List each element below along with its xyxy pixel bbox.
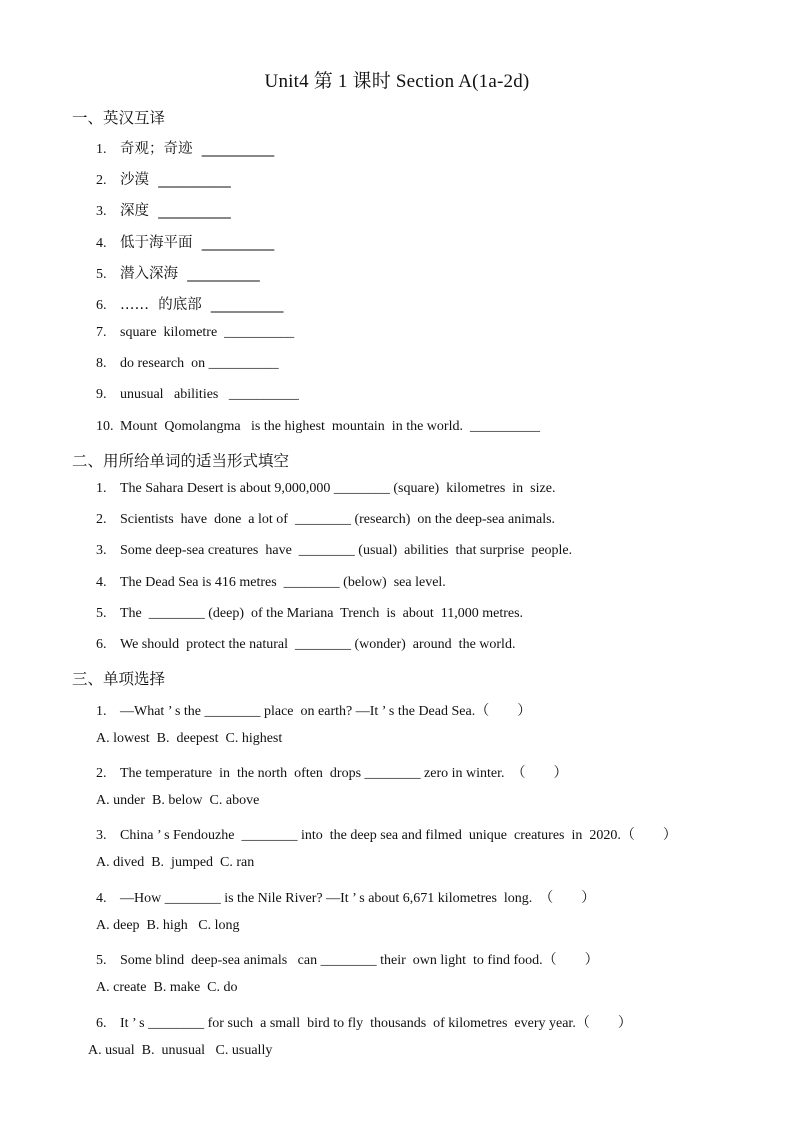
question-text: It ’ s ________ for such a small bird to fly thousands of kilometres every year.（ ） — [120, 1016, 632, 1031]
list-item: 1. The Sahara Desert is about 9,000,000 ________ (square) kilometres in size. — [96, 481, 556, 496]
item-text: The Dead Sea is 416 metres ________ (below) sea level. — [120, 575, 446, 590]
list-item: 3. Some deep-sea creatures have ________ (usual) abilities that surprise people. — [96, 543, 573, 558]
question-item: 6. It ’ s ________ for such a small bird to fly thousands of kilometres every year.（ ） — [96, 1016, 632, 1031]
list-item: 5. 潜入深海 __________ — [96, 266, 260, 282]
question-text: China ’ s Fendouzhe ________ into the deep sea and filmed unique creatures in 2020.（ ） — [120, 828, 677, 843]
list-item: 10. Mount Qomolangma is the highest mountain in the world. __________ — [96, 419, 540, 434]
item-text: 深度 __________ — [120, 203, 231, 219]
list-item: 2. 沙漠 __________ — [96, 172, 231, 188]
question-item: 1. —What ’ s the ________ place on earth? —It ’ s the Dead Sea.（ ） — [96, 704, 532, 719]
section-heading-fill-in: 二、用所给单词的适当形式填空 — [72, 452, 290, 470]
item-text: 潜入深海 __________ — [120, 266, 260, 282]
question-options: A. deep B. high C. long — [96, 918, 240, 933]
question-item: 5. Some blind deep-sea animals can ________ their own light to find food.（ ） — [96, 953, 599, 968]
question-options: A. create B. make C. do — [96, 980, 238, 995]
item-text: Some deep-sea creatures have ________ (usual) abilities that surprise people. — [120, 543, 573, 558]
list-item: 4. The Dead Sea is 416 metres ________ (below) sea level. — [96, 575, 446, 590]
item-text: do research on __________ — [120, 356, 279, 371]
item-text: 沙漠 __________ — [120, 172, 231, 188]
question-item: 3. China ’ s Fendouzhe ________ into the deep sea and filmed unique creatures in 2020.（ ） — [96, 828, 677, 843]
item-text: The ________ (deep) of the Mariana Trench is about 11,000 metres. — [120, 606, 524, 621]
question-text: —How ________ is the Nile River? —It ’ s about 6,671 kilometres long. （ ） — [120, 891, 596, 906]
item-text: Mount Qomolangma is the highest mountain in the world. __________ — [120, 419, 540, 434]
section-heading-multiple-choice: 三、单项选择 — [72, 670, 166, 688]
item-text: Scientists have done a lot of ________ (research) on the deep-sea animals. — [120, 512, 556, 527]
item-text: square kilometre __________ — [120, 325, 295, 340]
item-text: We should protect the natural ________ (wonder) around the world. — [120, 637, 516, 652]
question-text: The temperature in the north often drops ________ zero in winter. （ ） — [120, 766, 568, 781]
list-item: 9. unusual abilities __________ — [96, 387, 299, 402]
question-options: A. under B. below C. above — [96, 793, 260, 808]
item-text: unusual abilities __________ — [120, 387, 299, 402]
page-title: Unit4 第 1 课时 Section A(1a-2d) — [264, 71, 530, 92]
question-options: A. dived B. jumped C. ran — [96, 855, 255, 870]
question-item: 4. —How ________ is the Nile River? —It ’ s about 6,671 kilometres long. （ ） — [96, 891, 596, 906]
list-item: 1. 奇观；奇迹 __________ — [96, 141, 275, 157]
question-text: —What ’ s the ________ place on earth? —It ’ s the Dead Sea.（ ） — [120, 704, 532, 719]
question-options: A. lowest B. deepest C. highest — [96, 731, 283, 746]
list-item: 7. square kilometre __________ — [96, 325, 295, 340]
section-heading-translation: 一、英汉互译 — [72, 109, 166, 127]
list-item: 6. …… 的底部 __________ — [96, 297, 284, 313]
question-text: Some blind deep-sea animals can ________ their own light to find food.（ ） — [120, 953, 599, 968]
item-text: 奇观；奇迹 __________ — [120, 141, 275, 157]
item-text: 低于海平面 __________ — [120, 235, 275, 251]
list-item: 5. The ________ (deep) of the Mariana Trench is about 11,000 metres. — [96, 606, 524, 621]
question-item: 2. The temperature in the north often drops ________ zero in winter. （ ） — [96, 766, 568, 781]
list-item: 3. 深度 __________ — [96, 203, 231, 219]
list-item: 4. 低于海平面 __________ — [96, 235, 275, 251]
item-text: …… 的底部 __________ — [120, 297, 284, 313]
question-options: A. usual B. unusual C. usually — [88, 1043, 273, 1058]
item-text: The Sahara Desert is about 9,000,000 ________ (square) kilometres in size. — [120, 481, 556, 496]
list-item: 8. do research on __________ — [96, 356, 279, 371]
list-item: 2. Scientists have done a lot of ________ (research) on the deep-sea animals. — [96, 512, 556, 527]
list-item: 6. We should protect the natural ________ (wonder) around the world. — [96, 637, 516, 652]
